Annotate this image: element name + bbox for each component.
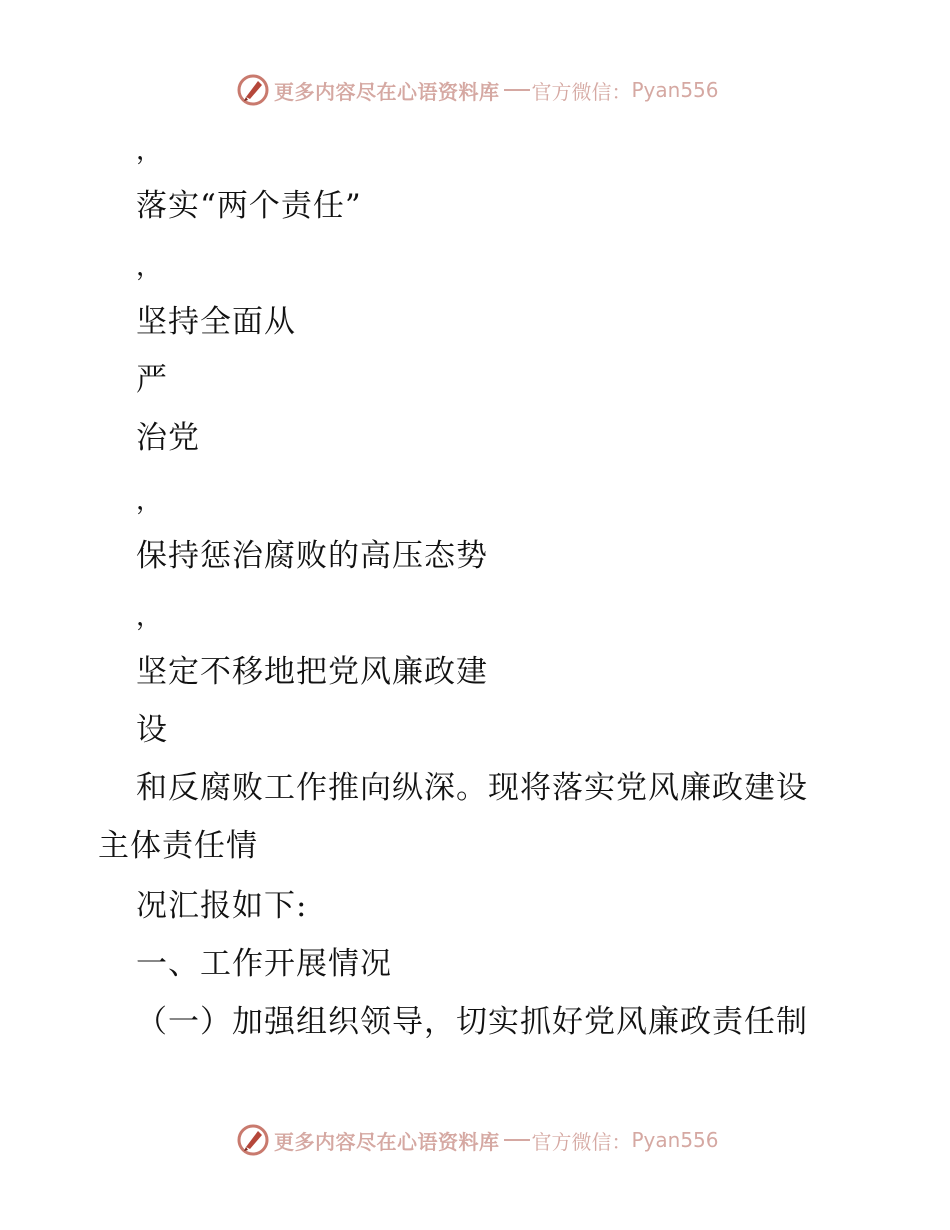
watermark-header <box>236 73 719 107</box>
comma: ， <box>136 136 163 166</box>
text-line: 严 <box>136 362 168 398</box>
text-line: 坚定不移地把党风廉政建 <box>136 654 488 690</box>
watermark-official: 官方微信： <box>531 79 632 104</box>
comma: ， <box>136 252 163 282</box>
pen-logo-icon <box>236 1123 270 1157</box>
text-line: 设 <box>136 712 168 748</box>
text-line: 一、工作开展情况 <box>136 946 392 982</box>
comma: ， <box>136 486 163 516</box>
watermark-account: Pyan556 <box>631 1128 719 1152</box>
text-line: 落实“两个责任” <box>136 188 362 224</box>
watermark-official: 官方微信： <box>531 1129 632 1154</box>
text-line: 和反腐败工作推向纵深。现将落实党风廉政建设 <box>136 770 808 806</box>
watermark-brand: 更多内容尽在心语资料库 <box>274 79 500 104</box>
text-line: 主体责任情 <box>98 828 258 864</box>
watermark-brand: 更多内容尽在心语资料库 <box>274 1129 500 1154</box>
text-line: 况汇报如下: <box>136 888 308 924</box>
watermark-dash <box>504 1139 530 1141</box>
watermark-account: Pyan556 <box>631 78 719 102</box>
text-line: （一）加强组织领导，切实抓好党风廉政责任制 <box>136 1004 808 1040</box>
text-line: 保持惩治腐败的高压态势 <box>136 538 488 574</box>
text-line: 治党 <box>136 420 200 456</box>
watermark-dash <box>504 89 530 91</box>
watermark-footer <box>236 1123 719 1157</box>
comma: ， <box>136 602 163 632</box>
text-line: 坚持全面从 <box>136 304 296 340</box>
pen-logo-icon <box>236 73 270 107</box>
